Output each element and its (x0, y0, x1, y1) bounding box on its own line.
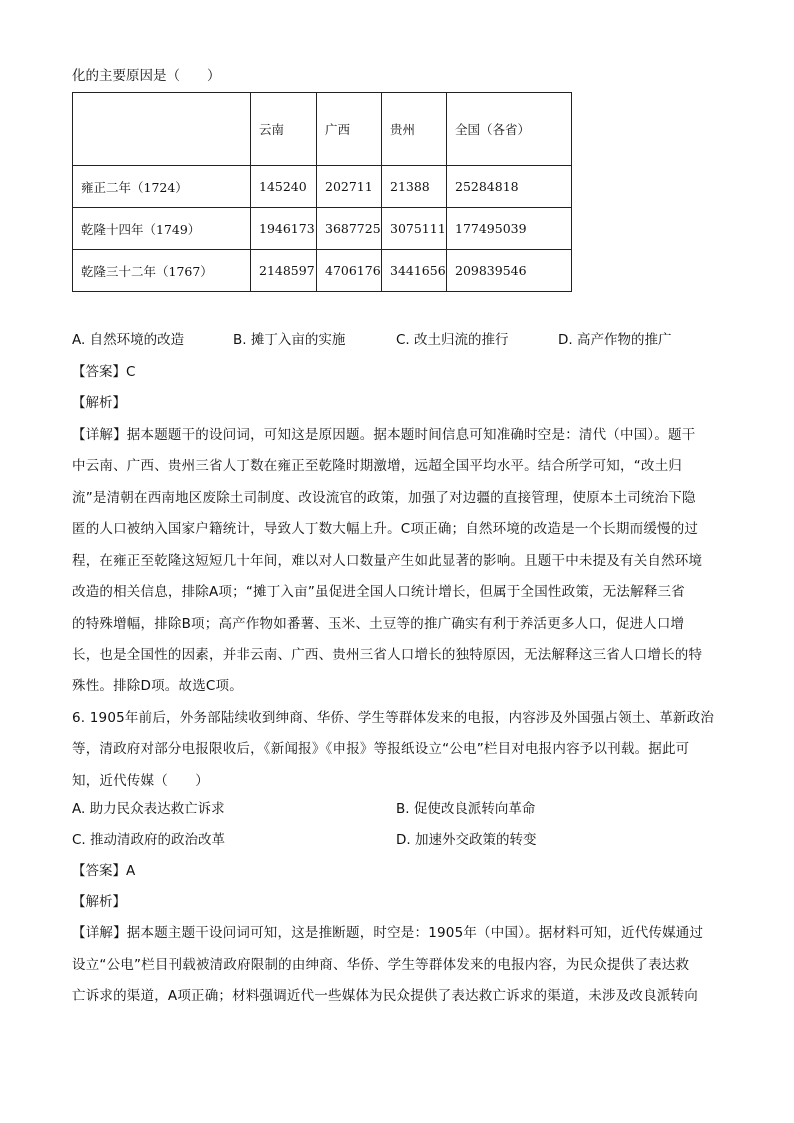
q6-option-b: B. 促使改良派转向革命 (396, 801, 536, 817)
table-cell: 1946173 (251, 208, 317, 250)
q6-option-c: C. 推动清政府的政治改革 (72, 832, 226, 848)
table-cell: 4706176 (317, 250, 382, 292)
table-cell: 145240 (251, 166, 317, 208)
q6-detail-line: 设立“公电”栏目刊载被清政府限制的由绅商、华侨、学生等群体发来的电报内容，为民众提供了表达救 (72, 957, 690, 973)
table-header-cell: 广西 (317, 93, 382, 166)
q5-option-a: A. 自然环境的改造 (72, 332, 185, 348)
table-cell: 21388 (382, 166, 447, 208)
table-cell: 3687725 (317, 208, 382, 250)
q5-detail-line: 改造的相关信息，排除A项；“摊丁入亩”虽促进全国人口统计增长，但属于全国性政策，无法解释三省 (72, 584, 685, 600)
table-cell: 乾隆十四年（1749） (73, 208, 251, 250)
table-header-cell: 云南 (251, 93, 317, 166)
question-intro: 化的主要原因是（ ） (72, 68, 221, 84)
q5-analysis-heading: 【解析】 (72, 395, 126, 411)
table-row (73, 208, 572, 250)
q6-option-d: D. 加速外交政策的转变 (396, 832, 537, 848)
q6-stem-line: 6. 1905年前后，外务部陆续收到绅商、华侨、学生等群体发来的电报，内容涉及外国强占领土、革新政治 (72, 710, 715, 726)
table-cell: 25284818 (447, 166, 572, 208)
q5-detail-line: 殊性。排除D项。故选C项。 (72, 678, 243, 694)
q5-option-c: C. 改土归流的推行 (396, 332, 509, 348)
table-row (73, 166, 572, 208)
table-cell: 乾隆三十二年（1767） (73, 250, 251, 292)
q5-detail-line: 中云南、广西、贵州三省人丁数在雍正至乾隆时期激增，远超全国平均水平。结合所学可知，“改土归 (72, 458, 682, 474)
q5-option-d: D. 高产作物的推广 (558, 332, 672, 348)
q5-detail-line: 的特殊增幅，排除B项；高产作物如番薯、玉米、土豆等的推广确实有利于养活更多人口，促进人口增 (72, 616, 685, 632)
q5-detail-line: 【详解】据本题题干的设问词，可知这是原因题。据本题时间信息可知准确时空是：清代（中国）。题干 (72, 427, 696, 443)
q6-stem-line: 等，清政府对部分电报限收后，《新闻报》《申报》等报纸设立“公电”栏目对电报内容予以刊载。据此可 (72, 741, 690, 757)
q6-option-a: A. 助力民众表达救亡诉求 (72, 801, 225, 817)
table-header-cell: 贵州 (382, 93, 447, 166)
table-row (73, 250, 572, 292)
table-header-cell (73, 93, 251, 166)
q5-detail-line: 长，也是全国性的因素，并非云南、广西、贵州三省人口增长的独特原因，无法解释这三省人口增长的特 (72, 647, 703, 663)
table-cell: 雍正二年（1724） (73, 166, 251, 208)
q6-stem-line: 知，近代传媒（ ） (72, 773, 209, 789)
q5-detail-line: 匿的人口被纳入国家户籍统计，导致人丁数大幅上升。C项正确；自然环境的改造是一个长期而缓慢的过 (72, 521, 699, 537)
table-cell: 3441656 (382, 250, 447, 292)
q5-detail-line: 程，在雍正至乾隆这短短几十年间，难以对人口数量产生如此显著的影响。且题干中未提及有关自然环境 (72, 553, 703, 569)
q6-detail-line: 【详解】据本题主题干设问词可知，这是推断题，时空是：1905年（中国）。据材料可知，近代传媒通过 (72, 925, 704, 941)
q6-answer: 【答案】A (72, 863, 136, 879)
table-cell: 3075111 (382, 208, 447, 250)
table-cell: 202711 (317, 166, 382, 208)
q5-answer: 【答案】C (72, 364, 136, 380)
q6-detail-line: 亡诉求的渠道，A项正确；材料强调近代一些媒体为民众提供了表达救亡诉求的渠道，未涉及改良派转向 (72, 988, 698, 1004)
table-header-cell: 全国（各省） (447, 93, 572, 166)
q6-analysis-heading: 【解析】 (72, 894, 126, 910)
table-cell: 177495039 (447, 208, 572, 250)
table-cell: 209839546 (447, 250, 572, 292)
q5-detail-line: 流”是清朝在西南地区废除土司制度、改设流官的政策，加强了对边疆的直接管理，使原本土司统治下隐 (72, 490, 696, 506)
population-table (72, 92, 572, 292)
q5-option-b: B. 摊丁入亩的实施 (233, 332, 346, 348)
table-cell: 2148597 (251, 250, 317, 292)
table-header-row (73, 93, 572, 166)
